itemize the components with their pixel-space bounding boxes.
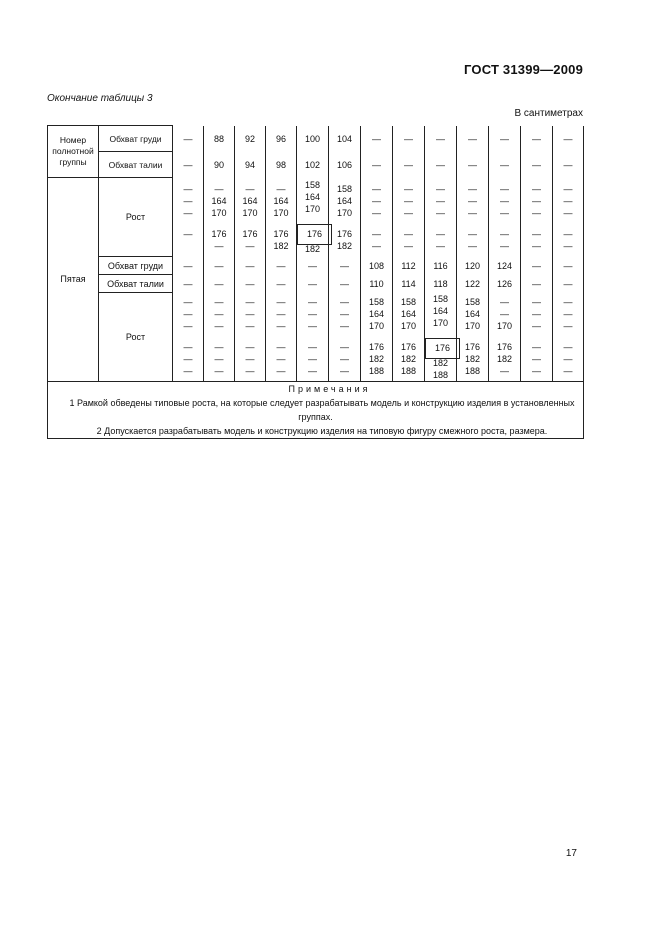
- table-cell: —: [457, 152, 489, 178]
- rost-value: —: [276, 297, 286, 307]
- rost-value: —: [500, 207, 509, 218]
- rost-label: Рост: [99, 293, 173, 382]
- rost-value: —: [532, 366, 541, 376]
- rost-value: —: [245, 240, 255, 251]
- table-cell: —: [173, 275, 204, 293]
- table-cell: 116: [425, 257, 457, 275]
- rost-value: —: [276, 309, 286, 319]
- rost-value: —: [308, 354, 317, 364]
- rost-value: —: [532, 354, 541, 364]
- rost-value: —: [340, 321, 349, 331]
- table-cell: —: [204, 257, 235, 275]
- table-cell: —: [425, 126, 457, 152]
- rost-value: 158: [464, 297, 481, 307]
- rost-value: —: [245, 342, 255, 352]
- table-cell: 118: [425, 275, 457, 293]
- row-gap: [457, 219, 488, 228]
- table-row: [48, 257, 584, 275]
- rost-value: 170: [242, 207, 258, 218]
- row-gap: [235, 332, 265, 341]
- rost-value: —: [214, 309, 224, 319]
- rost-value: —: [340, 366, 349, 376]
- rost-cell: [393, 293, 425, 382]
- rost-value: 158: [336, 183, 353, 194]
- row-gap: [266, 219, 296, 228]
- rost-value: —: [183, 297, 193, 307]
- row-gap: [425, 329, 456, 338]
- table-cell: 108: [361, 257, 393, 275]
- row-label: Обхват талии: [99, 152, 173, 178]
- rost-value: —: [436, 207, 445, 218]
- row-gap: [173, 332, 203, 341]
- notes-row: [48, 381, 584, 438]
- table-cell: —: [393, 152, 425, 178]
- rost-value: 164: [336, 195, 353, 206]
- rost-value: —: [468, 183, 477, 194]
- rost-value: —: [468, 207, 477, 218]
- rost-cell: [521, 293, 553, 382]
- document-code: ГОСТ 31399—2009: [464, 62, 583, 77]
- rost-value: —: [532, 207, 541, 218]
- table-cell: 114: [393, 275, 425, 293]
- rost-value: —: [436, 195, 445, 206]
- rost-value: —: [214, 240, 224, 251]
- rost-value: 164: [273, 195, 289, 206]
- notes-title: Примечания: [288, 383, 371, 394]
- rost-value: —: [404, 195, 413, 206]
- rost-value: —: [563, 183, 573, 194]
- rost-value: —: [183, 195, 193, 206]
- rost-value: 176: [336, 228, 353, 239]
- rost-cell: [173, 293, 204, 382]
- rost-value: 188: [368, 366, 385, 376]
- table-cell: —: [329, 275, 361, 293]
- row-gap: [235, 219, 265, 228]
- rost-cell: [457, 178, 489, 257]
- table-row: [48, 152, 584, 178]
- rost-value: —: [340, 297, 349, 307]
- table-cell: —: [553, 126, 584, 152]
- rost-value: —: [436, 183, 445, 194]
- table-row: [48, 293, 584, 382]
- rost-value: 176: [464, 342, 481, 352]
- rost-value: —: [532, 342, 541, 352]
- size-table: [47, 125, 584, 439]
- rost-value: 170: [432, 317, 449, 328]
- header-word: Номер: [59, 135, 87, 145]
- header-word: группы: [59, 157, 87, 167]
- table-cell: —: [521, 275, 553, 293]
- rost-value: —: [563, 195, 573, 206]
- rost-value: —: [404, 240, 413, 251]
- rost-value: 164: [211, 195, 227, 206]
- rost-value: —: [500, 366, 509, 376]
- row-label: Обхват груди: [99, 126, 173, 152]
- row-gap: [204, 332, 234, 341]
- table-cell: 100: [297, 126, 329, 152]
- table-cell: 92: [235, 126, 266, 152]
- table-cell: 102: [297, 152, 329, 178]
- rost-value: 182: [464, 354, 481, 364]
- rost-value: 170: [400, 321, 417, 331]
- row-gap: [425, 219, 456, 228]
- rost-value: 182: [400, 354, 417, 364]
- rost-cell: [425, 178, 457, 257]
- rost-value: —: [563, 321, 573, 331]
- rost-value: 170: [368, 321, 385, 331]
- table-cell: 126: [489, 275, 521, 293]
- rost-value: —: [404, 183, 413, 194]
- rost-value: —: [214, 354, 224, 364]
- rost-value: —: [500, 228, 509, 239]
- rost-cell: [329, 178, 361, 257]
- rost-value: —: [308, 309, 317, 319]
- rost-value: 164: [464, 309, 481, 319]
- row-gap: [266, 332, 296, 341]
- rost-value: —: [183, 228, 193, 239]
- rost-cell: [361, 293, 393, 382]
- table-cell: 106: [329, 152, 361, 178]
- rost-cell: [329, 293, 361, 382]
- table-cell: —: [393, 126, 425, 152]
- rost-cell: [235, 178, 266, 257]
- rost-value: 164: [242, 195, 258, 206]
- rost-value: —: [308, 342, 317, 352]
- rost-value: —: [276, 321, 286, 331]
- rost-value: 164: [400, 309, 417, 319]
- rost-value: —: [183, 354, 193, 364]
- table-cell: —: [266, 257, 297, 275]
- rost-value: —: [245, 183, 255, 194]
- rost-value: —: [532, 183, 541, 194]
- row-gap: [297, 332, 328, 341]
- rost-value: —: [308, 297, 317, 307]
- table-cell: —: [329, 257, 361, 275]
- rost-value: 170: [304, 204, 321, 214]
- table-cell: 124: [489, 257, 521, 275]
- table-cell: 90: [204, 152, 235, 178]
- rost-value: —: [500, 240, 509, 251]
- rost-value: —: [500, 297, 509, 307]
- rost-value: —: [183, 207, 193, 218]
- rost-value: —: [532, 228, 541, 239]
- rost-value: 164: [304, 192, 321, 202]
- rost-value: 182: [432, 357, 449, 368]
- rost-value: 170: [336, 207, 353, 218]
- rost-value: —: [372, 195, 381, 206]
- rost-value: —: [214, 321, 224, 331]
- row-label: Обхват талии: [99, 275, 173, 293]
- rost-value: —: [372, 183, 381, 194]
- rost-value: —: [372, 207, 381, 218]
- rost-value: —: [532, 195, 541, 206]
- rost-value: 164: [432, 305, 449, 316]
- rost-value: —: [276, 183, 286, 194]
- rost-value: —: [563, 354, 573, 364]
- table-cell: 96: [266, 126, 297, 152]
- table-row: [48, 178, 584, 257]
- rost-value: —: [183, 321, 193, 331]
- table-cell: —: [173, 126, 204, 152]
- rost-value: —: [214, 342, 224, 352]
- rost-value: —: [563, 240, 573, 251]
- group-number-header: [48, 126, 99, 178]
- typical-rost-box: 176: [297, 224, 332, 245]
- table-cell: —: [297, 275, 329, 293]
- row-gap: [329, 332, 360, 341]
- rost-value: 170: [496, 321, 513, 331]
- rost-value: —: [183, 366, 193, 376]
- rost-value: —: [245, 321, 255, 331]
- table-cell: —: [553, 257, 584, 275]
- table-cell: —: [266, 275, 297, 293]
- rost-value: 164: [368, 309, 385, 319]
- rost-value: —: [563, 228, 573, 239]
- rost-value: 188: [432, 369, 449, 380]
- typical-rost-box: 176: [425, 338, 460, 359]
- group-name: Пятая: [48, 178, 99, 382]
- rost-cell: [553, 178, 584, 257]
- row-gap: [329, 219, 360, 228]
- row-gap: [457, 332, 488, 341]
- rost-value: —: [563, 297, 573, 307]
- rost-label: Рост: [99, 178, 173, 257]
- rost-cell: [393, 178, 425, 257]
- row-gap: [361, 219, 392, 228]
- rost-value: —: [276, 366, 286, 376]
- table-cell: —: [361, 152, 393, 178]
- table-cell: —: [361, 126, 393, 152]
- rost-value: 188: [400, 366, 417, 376]
- rost-value: —: [532, 309, 541, 319]
- table-cell: —: [173, 257, 204, 275]
- notes: [48, 381, 584, 438]
- rost-cell: [204, 293, 235, 382]
- table-caption: Окончание таблицы 3: [47, 93, 153, 104]
- row-label: Обхват груди: [99, 257, 173, 275]
- rost-cell: [266, 293, 297, 382]
- rost-value: —: [404, 207, 413, 218]
- table-cell: 88: [204, 126, 235, 152]
- table-cell: —: [521, 126, 553, 152]
- table-cell: 110: [361, 275, 393, 293]
- rost-value: —: [183, 183, 193, 194]
- rost-value: —: [436, 240, 445, 251]
- rost-cell: [235, 293, 266, 382]
- row-gap: [489, 219, 520, 228]
- table-cell: —: [235, 275, 266, 293]
- table-row: [48, 126, 584, 152]
- rost-value: 170: [464, 321, 481, 331]
- rost-value: 182: [496, 354, 513, 364]
- rost-value: —: [468, 195, 477, 206]
- table-cell: —: [553, 275, 584, 293]
- table-cell: —: [489, 126, 521, 152]
- rost-value: —: [183, 309, 193, 319]
- rost-value: —: [214, 297, 224, 307]
- rost-value: —: [563, 366, 573, 376]
- rost-value: —: [532, 321, 541, 331]
- table-cell: —: [489, 152, 521, 178]
- rost-cell: [425, 293, 457, 382]
- rost-cell: [457, 293, 489, 382]
- rost-value: [425, 338, 456, 357]
- rost-value: —: [500, 309, 509, 319]
- table-cell: 120: [457, 257, 489, 275]
- table-cell: —: [521, 152, 553, 178]
- table-cell: —: [297, 257, 329, 275]
- row-gap: [553, 332, 583, 341]
- units-label: В сантиметрах: [514, 108, 583, 119]
- rost-value: 158: [432, 293, 449, 304]
- rost-value: 158: [304, 180, 321, 190]
- rost-cell: [361, 178, 393, 257]
- rost-value: —: [372, 240, 381, 251]
- rost-value: —: [183, 342, 193, 352]
- table-cell: —: [425, 152, 457, 178]
- rost-cell: [204, 178, 235, 257]
- rost-value: 158: [368, 297, 385, 307]
- table-cell: —: [204, 275, 235, 293]
- rost-cell: [521, 178, 553, 257]
- rost-value: 170: [211, 207, 227, 218]
- rost-value: —: [563, 342, 573, 352]
- rost-cell: [489, 178, 521, 257]
- rost-value: —: [532, 297, 541, 307]
- page-number: 17: [565, 848, 577, 859]
- table-cell: —: [457, 126, 489, 152]
- row-gap: [521, 332, 552, 341]
- rost-value: 176: [400, 342, 417, 352]
- note-item: 2 Допускается разрабатывать модель и конструкцию изделия на типовую фигуру смежного роста, размера.: [96, 425, 548, 436]
- rost-value: [173, 240, 203, 252]
- table-cell: 104: [329, 126, 361, 152]
- row-gap: [553, 219, 583, 228]
- table-cell: 112: [393, 257, 425, 275]
- rost-value: 182: [304, 244, 321, 254]
- rost-cell: [297, 293, 329, 382]
- table-cell: —: [235, 257, 266, 275]
- rost-value: 158: [400, 297, 417, 307]
- rost-value: 176: [211, 228, 227, 239]
- rost-value: —: [563, 207, 573, 218]
- rost-value: —: [500, 195, 509, 206]
- row-gap: [521, 219, 552, 228]
- rost-value: 176: [273, 228, 289, 239]
- table-cell: 94: [235, 152, 266, 178]
- row-gap: [393, 332, 424, 341]
- rost-cell: [173, 178, 204, 257]
- rost-value: —: [276, 342, 286, 352]
- row-gap: [393, 219, 424, 228]
- rost-value: —: [340, 309, 349, 319]
- rost-value: 182: [273, 240, 289, 251]
- rost-value: —: [308, 366, 317, 376]
- rost-value: —: [245, 309, 255, 319]
- rost-value: —: [532, 240, 541, 251]
- header-word: полнотной: [52, 146, 94, 156]
- rost-value: —: [245, 297, 255, 307]
- rost-value: 182: [336, 240, 353, 251]
- table-row: [48, 275, 584, 293]
- rost-value: 176: [368, 342, 385, 352]
- table-cell: 98: [266, 152, 297, 178]
- rost-value: —: [214, 183, 224, 194]
- rost-value: 182: [368, 354, 385, 364]
- rost-value: —: [436, 228, 445, 239]
- rost-value: 170: [273, 207, 289, 218]
- rost-value: —: [372, 228, 381, 239]
- rost-value: —: [276, 354, 286, 364]
- rost-value: —: [308, 321, 317, 331]
- table-cell: 122: [457, 275, 489, 293]
- row-gap: [173, 219, 203, 228]
- rost-value: —: [340, 354, 349, 364]
- rost-value: —: [500, 183, 509, 194]
- table-cell: —: [521, 257, 553, 275]
- rost-cell: [489, 293, 521, 382]
- rost-value: —: [214, 366, 224, 376]
- rost-value: —: [468, 228, 477, 239]
- note-item: 1 Рамкой обведены типовые роста, на которые следует разрабатывать модель и конструкцию изделия в установленных группах.: [69, 397, 575, 422]
- row-gap: [361, 332, 392, 341]
- row-gap: [489, 332, 520, 341]
- rost-value: —: [245, 354, 255, 364]
- rost-value: —: [563, 309, 573, 319]
- rost-value: —: [245, 366, 255, 376]
- table-cell: —: [173, 152, 204, 178]
- rost-cell: [266, 178, 297, 257]
- rost-value: 188: [464, 366, 481, 376]
- row-gap: [297, 215, 328, 224]
- rost-value: —: [404, 228, 413, 239]
- rost-value: —: [340, 342, 349, 352]
- rost-value: —: [468, 240, 477, 251]
- rost-cell: [553, 293, 584, 382]
- rost-cell: [297, 178, 329, 257]
- rost-value: [297, 224, 328, 243]
- rost-value: 176: [496, 342, 513, 352]
- rost-value: 176: [242, 228, 258, 239]
- table-cell: —: [553, 152, 584, 178]
- row-gap: [204, 219, 234, 228]
